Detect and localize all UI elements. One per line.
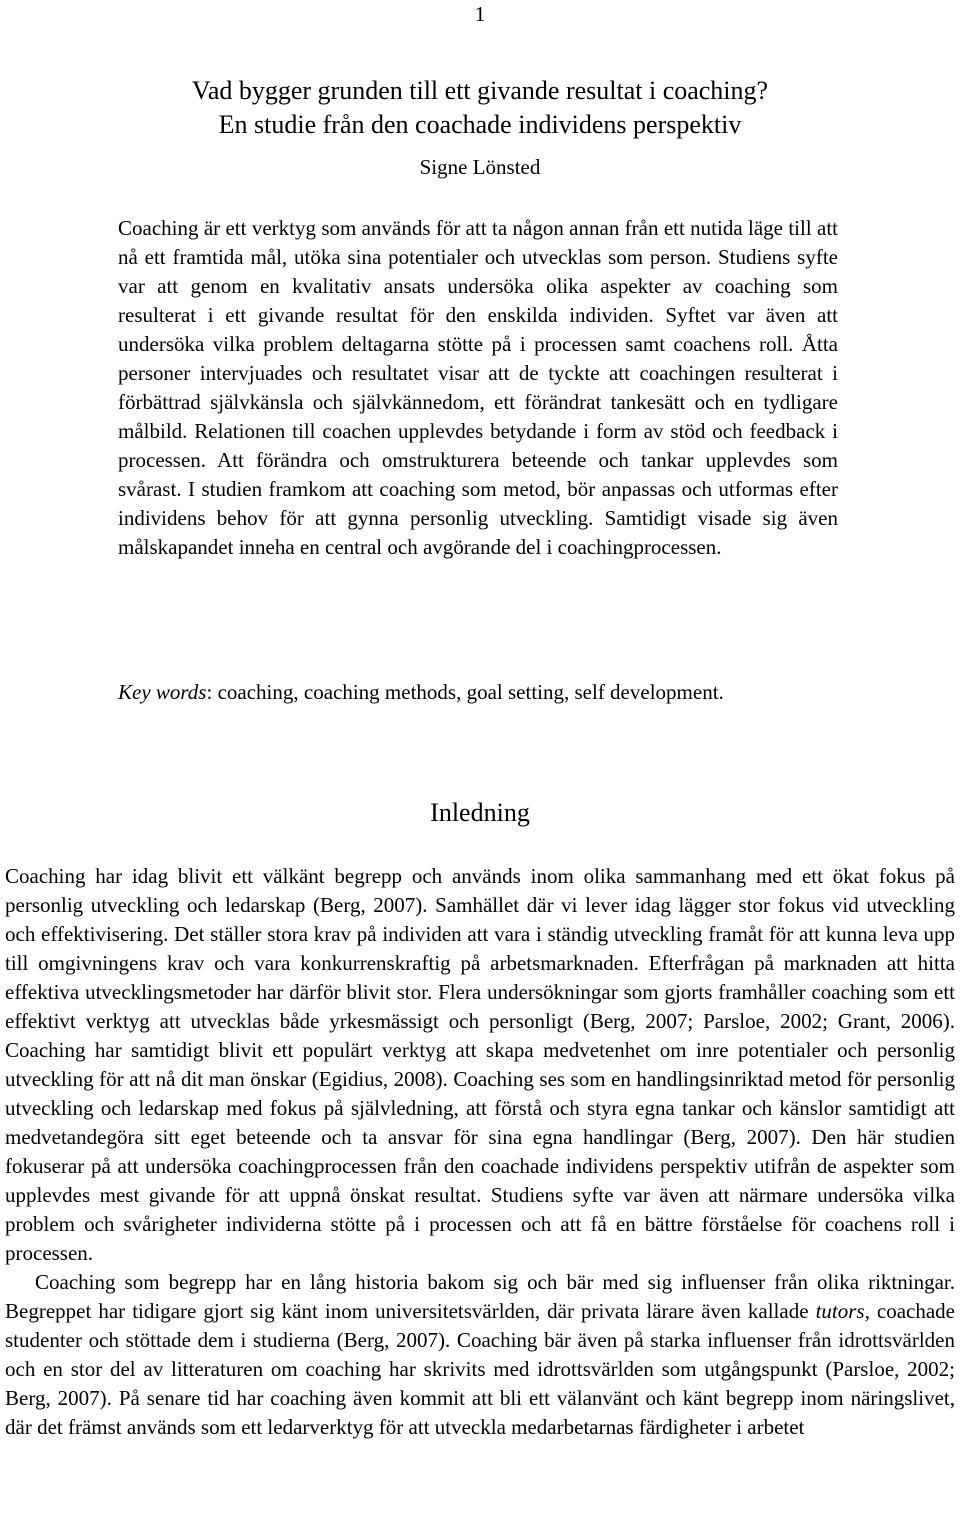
author-name: Signe Lönsted: [419, 155, 541, 179]
paragraph-2-text-start: Coaching som begrepp har en lång historia bakom sig och bär med sig influenser från olika riktningar. Begreppet har tidigare gjort sig känt inom universitetsvärlden, där privata lärare även kallade: [5, 1270, 955, 1323]
keywords-text: coaching, coaching methods, goal setting, self development.: [212, 680, 724, 704]
paragraph-2-text-end: coachade studenter och stöttade dem i studierna (Berg, 2007). Coaching bär även på starka influenser från idrottsvärlden och en stor del av litteraturen om coaching har skrivits med idrottsvärlden som utgångspunkt (Parsloe, 2002; Berg, 2007). På senare tid har coaching även kommit att bli ett välanvänt och känt begrepp inom näringslivet, där det främst används som ett ledarverktyg för att utveckla medarbetarnas färdigheter i arbetet: [5, 1299, 955, 1439]
keywords-label: Key words: [118, 680, 207, 704]
keywords: [118, 678, 838, 707]
introduction-body: [5, 862, 955, 1442]
page-number: 1: [474, 2, 486, 26]
paper-title: Vad bygger grunden till ett givande resultat i coaching?: [191, 76, 769, 105]
abstract: Coaching är ett verktyg som används för att ta någon annan från ett nutida läge till att nå ett framtida mål, utöka sina potentialer och utvecklas som person. Studiens syfte var att genom en kvalitativ ansats undersöka olika aspekter av coaching som resulterat i ett givande resultat för den enskilda individen. Syftet var även att undersöka vilka problem deltagarna stötte på i processen samt coachens roll. Åtta personer intervjuades och resultatet visar att de tyckte att coachingen resulterat i förbättrad självkänsla och självkännedom, ett förändrat tankesätt och en tydligare målbild. Relationen till coachen upplevdes betydande i form av stöd och feedback i processen. Att förändra och omstrukturera beteende och tankar upplevdes som svårast. I studien framkom att coaching som metod, bör anpassas och utformas efter individens behov för att gynna personlig utveckling. Samtidigt visade sig även målskapandet inneha en central och avgörande del i coachingprocessen.: [118, 216, 838, 559]
keywords-separator: :: [206, 680, 213, 704]
section-heading-inledning: Inledning: [430, 798, 530, 827]
introduction-paragraph-2: [5, 1268, 955, 1442]
introduction-paragraph-1: Coaching har idag blivit ett välkänt begrepp och används inom olika sammanhang med ett ökat fokus på personlig utveckling och ledarskap (Berg, 2007). Samhället där vi lever idag lägger stor fokus vid utveckling och effektivisering. Det ställer stora krav på individen att vara i ständig utveckling framåt för att kunna leva upp till omgivningens krav och vara konkurrenskraftig på arbetsmarknaden. Efterfrågan på marknaden att hitta effektiva utvecklingsmetoder har därför blivit stor. Flera undersökningar som gjorts framhåller coaching som ett effektivt verktyg att utvecklas både yrkesmässigt och personligt (Berg, 2007; Parsloe, 2002; Grant, 2006). Coaching har samtidigt blivit ett populärt verktyg att skapa medvetenhet om inre potentialer och personlig utveckling för att nå dit man önskar (Egidius, 2008). Coaching ses som en handlingsinriktad metod för personlig utveckling och ledarskap med fokus på självledning, att förstå och styra egna tankar och känslor samtidigt att medvetandegöra sitt eget beteende och ta ansvar för sina egna handlingar (Berg, 2007). Den här studien fokuserar på att undersöka coachingprocessen från den coachade individens perspektiv utifrån de aspekter som upplevdes mest givande för att uppnå önskat resultat. Studiens syfte var även att närmare undersöka vilka problem och svårigheter individerna stötte på i processen och att få en bättre förståelse för coachens roll i processen.: [5, 864, 955, 1265]
paragraph-2-italic-term: tutors,: [815, 1299, 870, 1323]
paper-subtitle: En studie från den coachade individens perspektiv: [218, 110, 742, 139]
title-block: [0, 74, 960, 181]
